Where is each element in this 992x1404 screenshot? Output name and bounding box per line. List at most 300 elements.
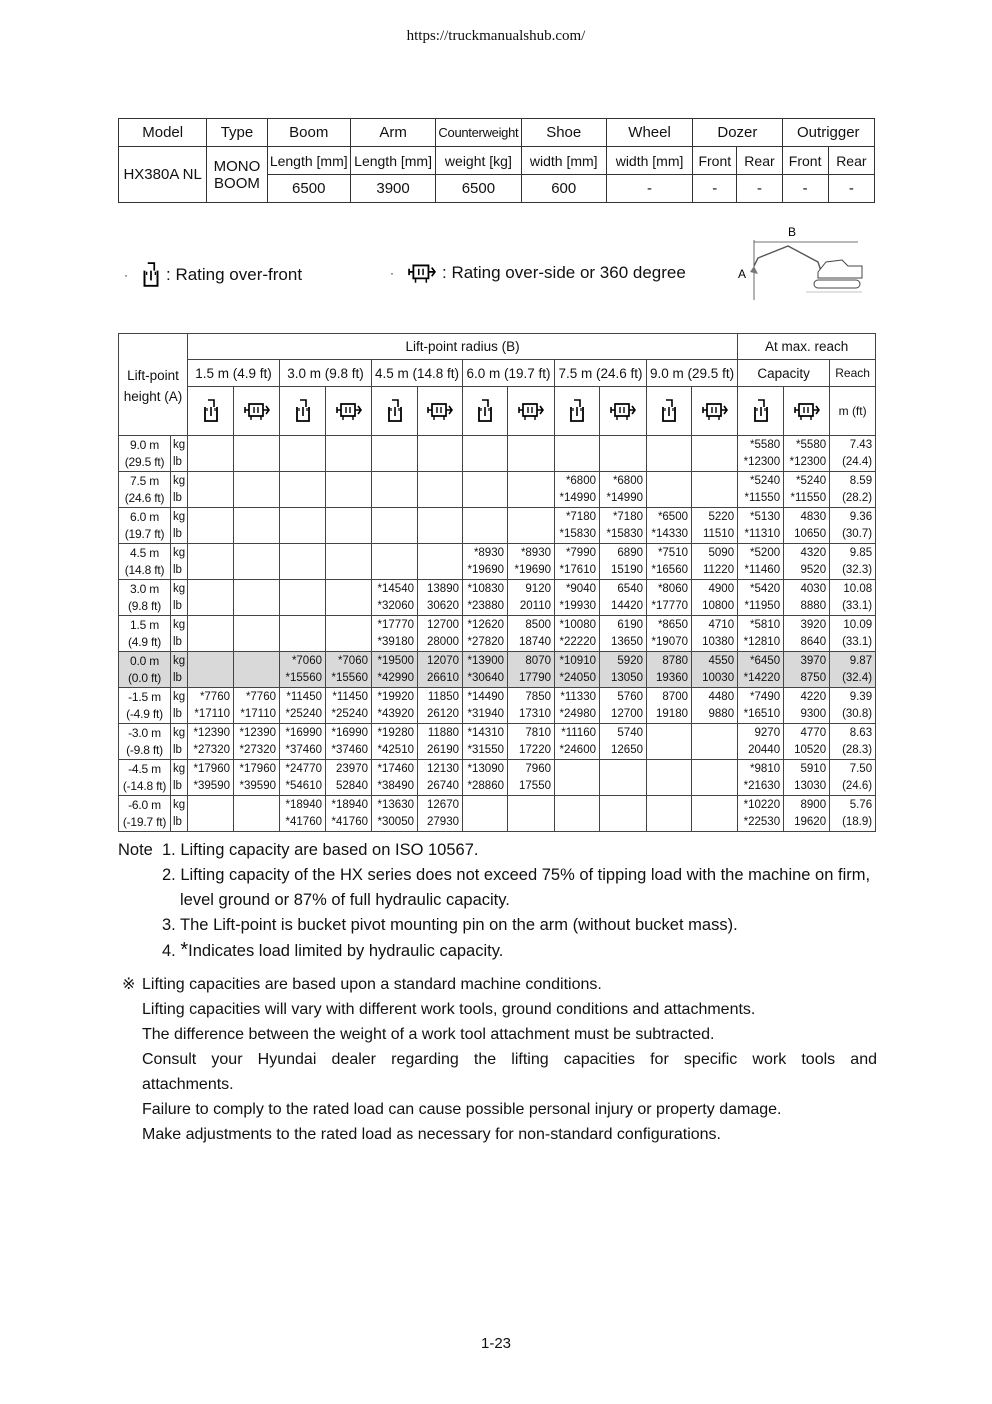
unit-kg: kg xyxy=(173,510,186,523)
unit-lb: lb xyxy=(173,563,182,576)
capacity-kg: 7810 xyxy=(525,726,551,739)
legend-over-front xyxy=(124,262,302,288)
rating-icon-cell xyxy=(508,387,555,436)
capacity-cell xyxy=(463,688,508,724)
capacity-lb: *30050 xyxy=(377,815,414,828)
capacity-lb: *14330 xyxy=(651,527,688,540)
capacity-cell xyxy=(647,688,692,724)
height-m: -1.5 m xyxy=(128,689,161,704)
capacity-kg: *13090 xyxy=(467,762,504,775)
capacity-kg: *5240 xyxy=(750,474,781,487)
capacity-kg: 4900 xyxy=(708,582,735,595)
capacity-cell xyxy=(555,508,600,544)
capacity-cell xyxy=(326,760,372,796)
capacity-lb: 19360 xyxy=(656,671,688,684)
capacity-cell xyxy=(234,580,280,616)
table-row xyxy=(119,580,876,616)
capacity-lb: 28000 xyxy=(427,635,459,648)
over-front-rating-icon xyxy=(477,399,493,423)
height-m: 1.5 m xyxy=(129,617,159,632)
capacity-lb: 27930 xyxy=(427,815,459,828)
legend-bullet: · xyxy=(390,266,394,280)
spec-value-cell: - xyxy=(606,175,692,203)
over-side-rating-icon xyxy=(610,401,636,421)
capacity-cell xyxy=(555,472,600,508)
capacity-lb: 13050 xyxy=(611,671,643,684)
unit-lb: lb xyxy=(173,527,182,540)
capacity-lb: 13030 xyxy=(794,779,827,792)
capacity-cell xyxy=(738,652,784,688)
reach-ft: (24.4) xyxy=(842,455,873,468)
capacity-kg: *7510 xyxy=(657,546,688,559)
reach-ft: (32.4) xyxy=(842,671,873,684)
capacity-cell xyxy=(463,616,508,652)
capacity-lb: *39590 xyxy=(239,779,276,792)
capacity-kg: *7180 xyxy=(565,510,596,523)
capacity-kg: *16990 xyxy=(331,726,368,739)
reach-m: 10.09 xyxy=(843,618,873,631)
spec-sub-cell: Front xyxy=(782,147,828,175)
capacity-cell xyxy=(280,544,326,580)
capacity-cell xyxy=(463,508,508,544)
radius-header: 3.0 m (9.8 ft) xyxy=(280,360,372,387)
capacity-cell xyxy=(692,724,738,760)
capacity-lb: *15560 xyxy=(331,671,368,684)
capacity-lb: 15190 xyxy=(611,563,643,576)
capacity-header: Capacity xyxy=(738,360,830,387)
reference-mark-icon: ※ xyxy=(122,976,136,993)
capacity-lb: *37460 xyxy=(285,743,322,756)
capacity-kg: *8650 xyxy=(657,618,688,631)
capacity-kg: *17770 xyxy=(377,618,414,631)
capacity-kg: 4550 xyxy=(708,654,735,667)
capacity-lb: *16560 xyxy=(651,563,688,576)
capacity-lb: *30640 xyxy=(467,671,504,684)
unit-lb: lb xyxy=(173,707,182,720)
capacity-cell xyxy=(326,472,372,508)
capacity-kg: 4830 xyxy=(800,510,827,523)
remark-line-2: Lifting capacities will vary with different work tools, ground conditions and attachments. xyxy=(142,1001,756,1018)
capacity-cell xyxy=(280,508,326,544)
capacity-cell xyxy=(234,616,280,652)
capacity-cell xyxy=(692,436,738,472)
remark-line-1: Lifting capacities are based upon a standard machine conditions. xyxy=(142,976,602,993)
capacity-kg: 6540 xyxy=(617,582,643,595)
unit-lb: lb xyxy=(173,743,182,756)
capacity-cell xyxy=(692,688,738,724)
capacity-kg: *7760 xyxy=(245,690,276,703)
unit-kg: kg xyxy=(173,654,186,667)
capacity-kg: *12390 xyxy=(193,726,230,739)
unit-kg: kg xyxy=(173,618,186,631)
capacity-kg: *7060 xyxy=(337,654,368,667)
spec-value-cell: - xyxy=(782,175,828,203)
capacity-lb: *19930 xyxy=(559,599,596,612)
capacity-kg: 7960 xyxy=(525,762,551,775)
capacity-cell xyxy=(418,796,463,832)
unit-lb: lb xyxy=(173,671,182,684)
capacity-kg: 4770 xyxy=(800,726,827,739)
reach-cell xyxy=(830,508,876,544)
capacity-kg: *12390 xyxy=(239,726,276,739)
capacity-kg: *8930 xyxy=(473,546,504,559)
capacity-cell xyxy=(508,760,555,796)
capacity-cell xyxy=(555,688,600,724)
capacity-kg: 12700 xyxy=(427,618,459,631)
legend-front-label: : Rating over-front xyxy=(166,265,303,284)
reach-m: 7.50 xyxy=(849,762,873,775)
height-ft: (-14.8 ft) xyxy=(122,778,167,793)
capacity-lb: 17550 xyxy=(519,779,551,792)
over-front-rating-icon xyxy=(142,262,160,288)
capacity-kg: *5580 xyxy=(796,438,827,451)
legend-side-label: : Rating over-side or 360 degree xyxy=(442,263,686,282)
capacity-kg: *24770 xyxy=(285,762,322,775)
capacity-cell xyxy=(784,688,830,724)
spec-value-cell: - xyxy=(693,175,737,203)
excavator-cab xyxy=(818,260,862,278)
spec-sub-cell: width [mm] xyxy=(521,147,606,175)
capacity-cell xyxy=(784,724,830,760)
over-side-rating-icon xyxy=(427,401,453,421)
capacity-cell xyxy=(600,724,647,760)
rating-icon-cell xyxy=(372,387,418,436)
capacity-cell xyxy=(280,436,326,472)
capacity-cell xyxy=(647,616,692,652)
capacity-cell xyxy=(326,580,372,616)
capacity-lb: *41760 xyxy=(285,815,322,828)
capacity-kg: 4480 xyxy=(708,690,735,703)
capacity-cell xyxy=(418,760,463,796)
notes-section xyxy=(118,838,888,964)
capacity-lb: *11460 xyxy=(744,563,781,576)
unit-lb: lb xyxy=(173,599,182,612)
capacity-lb: *17110 xyxy=(240,707,276,720)
unit-kg: kg xyxy=(173,798,186,811)
capacity-cell xyxy=(326,544,372,580)
capacity-lb: *19690 xyxy=(514,563,551,576)
capacity-cell xyxy=(738,580,784,616)
spec-header-type: Type xyxy=(207,119,267,147)
capacity-cell xyxy=(600,544,647,580)
excavator-track xyxy=(814,280,860,288)
capacity-kg: *17960 xyxy=(239,762,276,775)
capacity-lb: *12300 xyxy=(789,455,827,468)
rating-icon-cell xyxy=(280,387,326,436)
capacity-lb: *39590 xyxy=(193,779,230,792)
capacity-kg: 4030 xyxy=(800,582,827,595)
spec-type-line1: MONO xyxy=(213,157,261,175)
capacity-kg: 11880 xyxy=(427,726,459,739)
excavator-bucket xyxy=(750,266,758,274)
spec-value-cell: 6500 xyxy=(267,175,350,203)
capacity-cell xyxy=(784,436,830,472)
capacity-kg: *13630 xyxy=(377,798,414,811)
table-row xyxy=(119,652,876,688)
spec-type xyxy=(207,147,267,203)
reach-m: 9.87 xyxy=(849,654,873,667)
capacity-cell xyxy=(463,436,508,472)
capacity-kg: *6450 xyxy=(750,654,781,667)
lift-height-cell xyxy=(119,580,171,616)
capacity-cell xyxy=(647,436,692,472)
capacity-lb: *37460 xyxy=(331,743,368,756)
spec-sub-cell: weight [kg] xyxy=(436,147,521,175)
capacity-lb: 10800 xyxy=(702,599,735,612)
capacity-kg: 12070 xyxy=(427,654,459,667)
capacity-cell xyxy=(555,544,600,580)
capacity-kg: *8930 xyxy=(520,546,551,559)
capacity-cell xyxy=(647,508,692,544)
capacity-lb: *43920 xyxy=(377,707,414,720)
unit-lb: lb xyxy=(173,815,182,828)
excavator-arm xyxy=(754,246,822,274)
capacity-kg: 13890 xyxy=(427,582,459,595)
spec-header-shoe: Shoe xyxy=(521,119,606,147)
radius-header: 6.0 m (19.7 ft) xyxy=(463,360,555,387)
capacity-cell xyxy=(738,544,784,580)
note-2-line1: 2. Lifting capacity of the HX series does not exceed 75% of tipping load with the machine on firm, xyxy=(162,866,871,884)
capacity-kg: *7180 xyxy=(612,510,643,523)
unit-cell xyxy=(171,688,188,724)
capacity-cell xyxy=(508,508,555,544)
height-m: 7.5 m xyxy=(129,473,159,488)
capacity-cell xyxy=(692,760,738,796)
capacity-cell xyxy=(234,436,280,472)
capacity-cell xyxy=(188,616,234,652)
capacity-cell xyxy=(280,472,326,508)
capacity-cell xyxy=(188,580,234,616)
capacity-lb: 20110 xyxy=(519,599,551,612)
lift-height-cell xyxy=(119,652,171,688)
capacity-kg: *19920 xyxy=(377,690,414,703)
note-4 xyxy=(118,938,888,964)
capacity-cell xyxy=(372,580,418,616)
rating-icon-cell xyxy=(647,387,692,436)
capacity-lb: 17310 xyxy=(519,707,551,720)
over-side-rating-icon xyxy=(408,262,436,284)
capacity-lb: *22530 xyxy=(743,815,781,828)
capacity-cell xyxy=(647,760,692,796)
lifting-capacity-table xyxy=(118,333,876,832)
capacity-kg: *11450 xyxy=(332,690,368,703)
capacity-cell xyxy=(280,760,326,796)
capacity-cell xyxy=(326,688,372,724)
capacity-kg: 7850 xyxy=(525,690,551,703)
capacity-kg: *5420 xyxy=(750,582,781,595)
spec-value-cell: - xyxy=(737,175,782,203)
capacity-kg: *6800 xyxy=(612,474,643,487)
capacity-cell xyxy=(188,436,234,472)
unit-kg: kg xyxy=(173,438,186,451)
capacity-cell xyxy=(600,508,647,544)
reach-ft: (32.3) xyxy=(842,563,873,576)
lift-height-cell xyxy=(119,760,171,796)
capacity-kg: *8060 xyxy=(657,582,688,595)
capacity-cell xyxy=(738,688,784,724)
capacity-kg: 6190 xyxy=(617,618,643,631)
spec-type-line2: BOOM xyxy=(214,174,260,192)
capacity-cell xyxy=(372,472,418,508)
capacity-kg: 3970 xyxy=(800,654,827,667)
height-m: -4.5 m xyxy=(128,761,161,776)
unit-cell xyxy=(171,436,188,472)
capacity-kg: 12670 xyxy=(427,798,459,811)
capacity-lb: *42990 xyxy=(377,671,414,684)
capacity-kg: 5220 xyxy=(708,510,735,523)
spec-header-wheel: Wheel xyxy=(606,119,692,147)
capacity-cell xyxy=(280,796,326,832)
capacity-cell xyxy=(234,508,280,544)
capacity-cell xyxy=(738,472,784,508)
rating-icon-cell xyxy=(463,387,508,436)
capacity-kg: *10080 xyxy=(559,618,596,631)
capacity-cell xyxy=(280,616,326,652)
spec-header-arm: Arm xyxy=(350,119,435,147)
capacity-kg: 6890 xyxy=(617,546,643,559)
reach-cell xyxy=(830,544,876,580)
source-url: https://truckmanualshub.com/ xyxy=(406,28,586,44)
reach-header: Reach xyxy=(830,360,876,387)
capacity-cell xyxy=(508,724,555,760)
capacity-cell xyxy=(418,616,463,652)
radius-header: 7.5 m (24.6 ft) xyxy=(555,360,647,387)
capacity-cell xyxy=(555,760,600,796)
height-ft: (9.8 ft) xyxy=(127,598,162,613)
capacity-lb: *31550 xyxy=(467,743,504,756)
over-front-rating-icon xyxy=(203,399,219,423)
capacity-kg: *19500 xyxy=(377,654,414,667)
capacity-cell xyxy=(692,616,738,652)
remark-line-7: Make adjustments to the rated load as necessary for non-standard configurations. xyxy=(142,1126,721,1143)
capacity-cell xyxy=(188,508,234,544)
capacity-cell xyxy=(326,796,372,832)
lift-height-cell xyxy=(119,436,171,472)
capacity-cell xyxy=(280,724,326,760)
capacity-kg: *11450 xyxy=(286,690,322,703)
capacity-cell xyxy=(188,544,234,580)
capacity-lb: *15830 xyxy=(559,527,596,540)
capacity-cell xyxy=(738,508,784,544)
capacity-kg: *7760 xyxy=(199,690,230,703)
note-4-text: Indicates load limited by hydraulic capacity. xyxy=(188,942,504,960)
capacity-kg: *6800 xyxy=(565,474,596,487)
capacity-lb: *15830 xyxy=(606,527,643,540)
capacity-kg: 4710 xyxy=(708,618,735,631)
capacity-kg: *17960 xyxy=(193,762,230,775)
capacity-kg: *10910 xyxy=(559,654,596,667)
rating-icon-row xyxy=(119,387,876,436)
rating-icon-cell xyxy=(326,387,372,436)
capacity-cell xyxy=(647,544,692,580)
capacity-cell xyxy=(692,652,738,688)
capacity-cell xyxy=(418,544,463,580)
spec-model: HX380A NL xyxy=(119,147,207,203)
capacity-cell xyxy=(600,580,647,616)
capacity-cell xyxy=(784,760,830,796)
rating-icon-cell xyxy=(738,387,784,436)
capacity-lb: 26120 xyxy=(427,707,459,720)
capacity-kg: 8500 xyxy=(525,618,551,631)
capacity-kg: 12130 xyxy=(427,762,459,775)
capacity-kg: 8780 xyxy=(662,654,688,667)
capacity-lb: 26610 xyxy=(427,671,459,684)
remark-line xyxy=(122,972,877,997)
capacity-kg: *14310 xyxy=(467,726,504,739)
capacity-cell xyxy=(463,544,508,580)
capacity-lb: 9300 xyxy=(800,707,827,720)
capacity-kg: 8700 xyxy=(662,690,688,703)
spec-sub-row xyxy=(119,147,875,175)
reach-m: 8.63 xyxy=(849,726,873,739)
capacity-kg: *5130 xyxy=(750,510,781,523)
capacity-cell xyxy=(784,616,830,652)
reach-m: 9.85 xyxy=(849,546,873,559)
capacity-cell xyxy=(188,760,234,796)
capacity-cell xyxy=(508,688,555,724)
reach-cell xyxy=(830,724,876,760)
capacity-cell xyxy=(784,544,830,580)
height-ft: (-19.7 ft) xyxy=(122,814,167,829)
capacity-lb: *23880 xyxy=(467,599,504,612)
capacity-kg: 8070 xyxy=(525,654,551,667)
capacity-lb: 9520 xyxy=(800,563,827,576)
rating-icon-cell xyxy=(418,387,463,436)
note-4-asterisk: * xyxy=(180,939,189,961)
capacity-lb: 26740 xyxy=(427,779,459,792)
height-m: -6.0 m xyxy=(128,797,161,812)
capacity-lb: *28860 xyxy=(467,779,504,792)
table-row xyxy=(119,688,876,724)
height-ft: (14.8 ft) xyxy=(124,562,165,577)
rating-icon-cell xyxy=(692,387,738,436)
capacity-lb: *12810 xyxy=(743,635,781,648)
label-a: A xyxy=(738,267,747,281)
spec-value-cell: - xyxy=(828,175,874,203)
lift-height-cell xyxy=(119,472,171,508)
remark-line-6: Failure to comply to the rated load can cause possible personal injury or property damage. xyxy=(142,1101,782,1118)
capacity-cell xyxy=(372,544,418,580)
spec-header-counterweight: Counterweight xyxy=(436,119,521,147)
capacity-lb: *17110 xyxy=(194,707,230,720)
capacity-cell xyxy=(188,796,234,832)
capacity-lb: *22220 xyxy=(559,635,596,648)
capacity-cell xyxy=(647,472,692,508)
capacity-lb: *32060 xyxy=(377,599,414,612)
capacity-lb: *11310 xyxy=(744,527,781,540)
reach-cell xyxy=(830,688,876,724)
reach-m: 9.39 xyxy=(849,690,873,703)
capacity-kg: *7490 xyxy=(750,690,781,703)
capacity-kg: *5580 xyxy=(750,438,781,451)
capacity-cell xyxy=(784,796,830,832)
capacity-kg: 9120 xyxy=(525,582,551,595)
capacity-kg: *10830 xyxy=(467,582,504,595)
capacity-lb: 8880 xyxy=(800,599,827,612)
capacity-cell xyxy=(555,436,600,472)
capacity-lb: *25240 xyxy=(331,707,368,720)
unit-kg: kg xyxy=(173,690,186,703)
remark-line-5: attachments. xyxy=(142,1076,234,1093)
capacity-cell xyxy=(463,724,508,760)
radius-header: 9.0 m (29.5 ft) xyxy=(647,360,738,387)
capacity-lb: 11220 xyxy=(702,563,735,576)
lift-height-cell xyxy=(119,688,171,724)
capacity-cell xyxy=(280,652,326,688)
capacity-lb: 13650 xyxy=(611,635,643,648)
reach-cell xyxy=(830,760,876,796)
capacity-cell xyxy=(234,472,280,508)
